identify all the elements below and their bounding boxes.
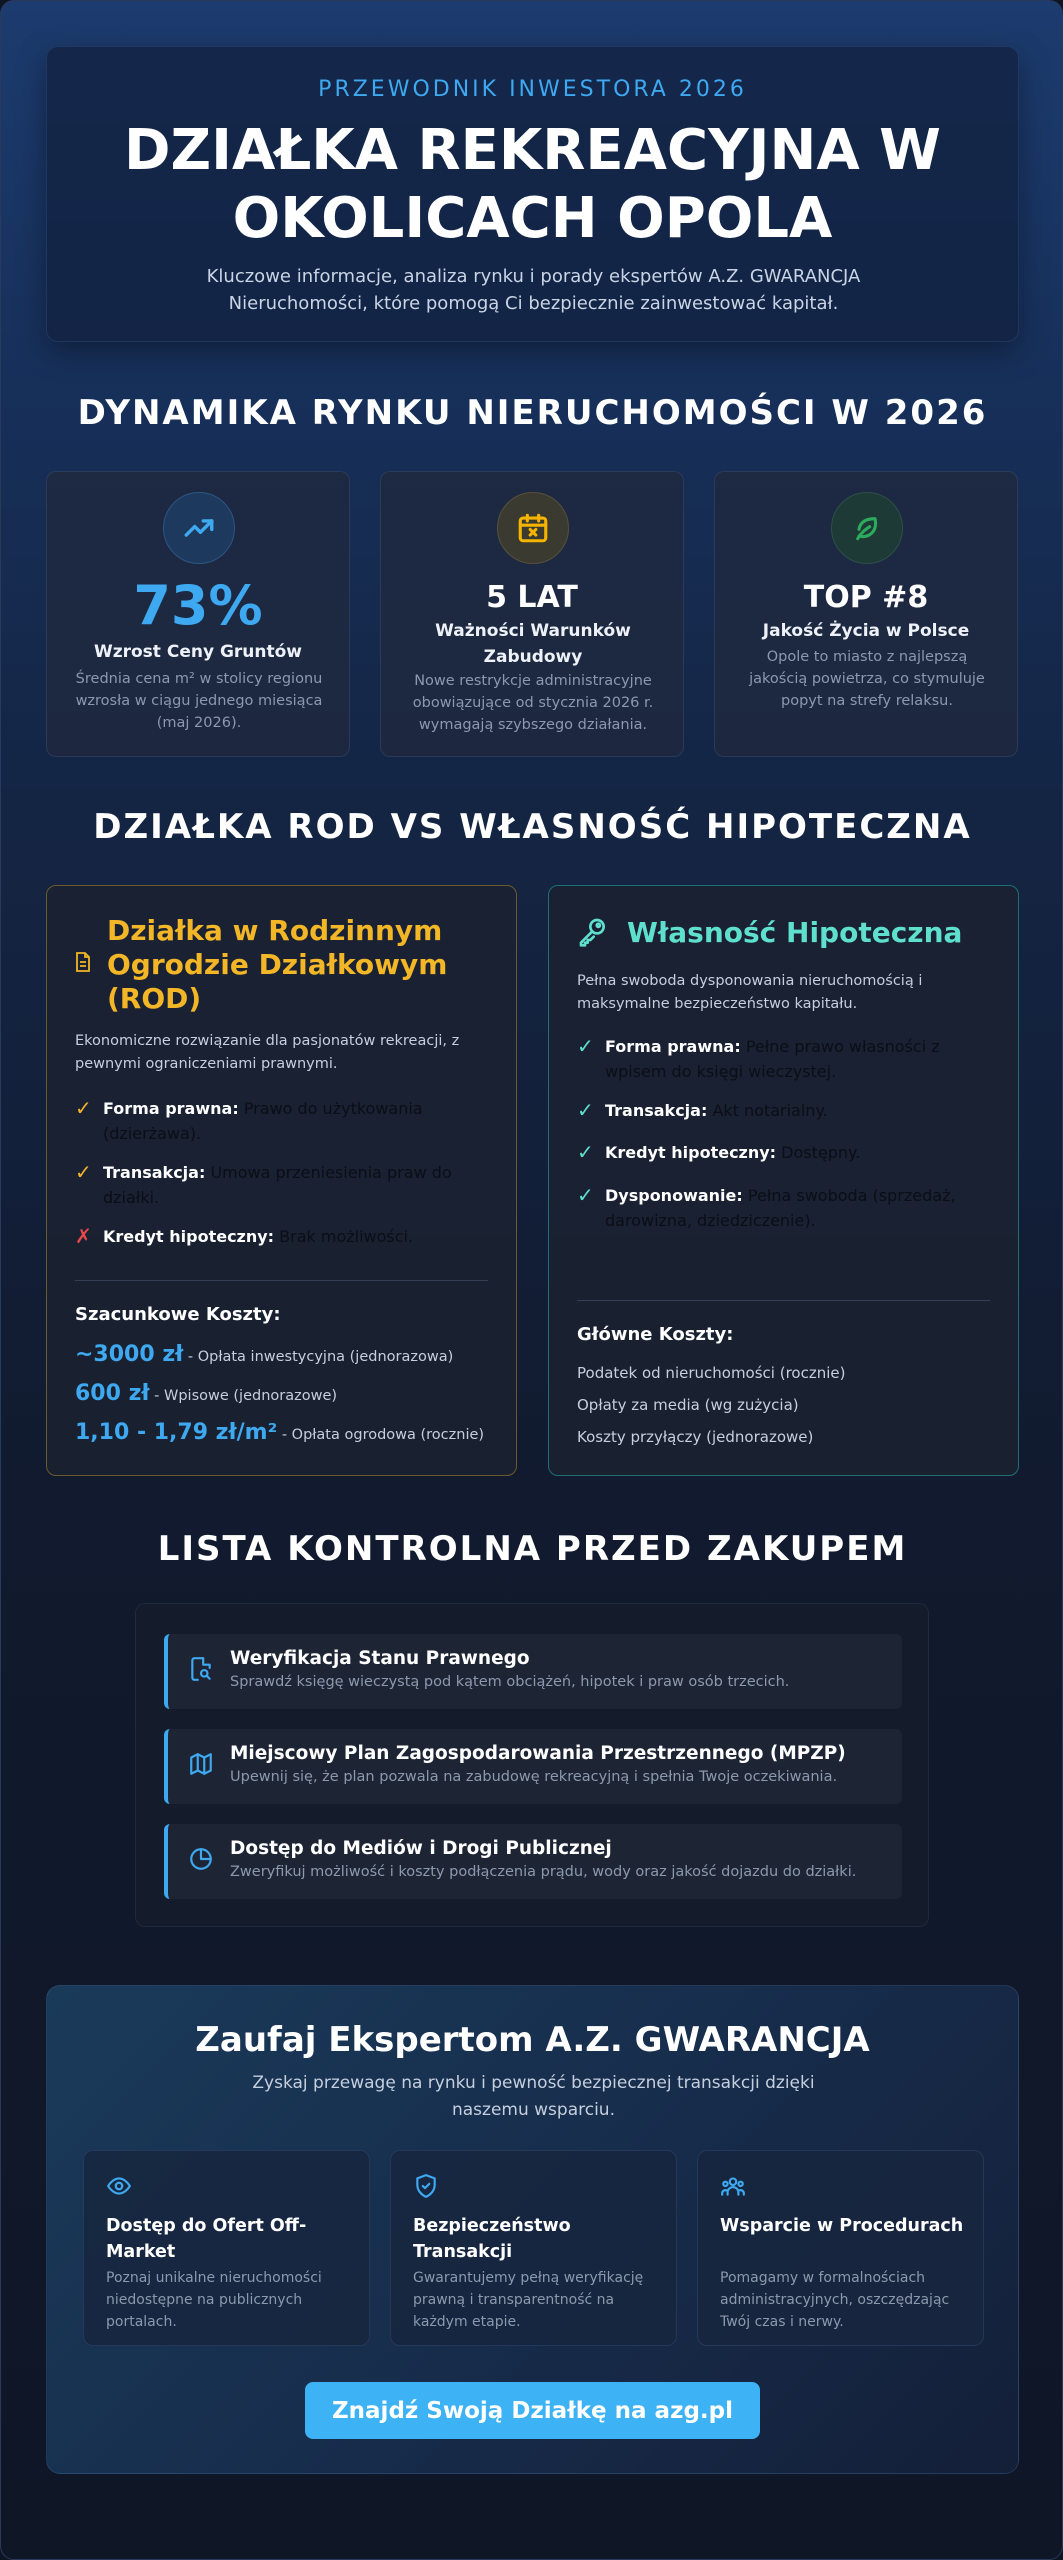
check-icon: ✓ — [577, 1183, 594, 1207]
hero-description: Kluczowe informacje, analiza rynku i porady ekspertów A.Z. GWARANCJA Nieruchomości, które pomogą Ci bezpiecznie zainwestować kapitał. — [206, 266, 861, 314]
item-key: Kredyt hipoteczny: — [605, 1143, 777, 1162]
checklist-item — [164, 1824, 902, 1899]
market-section-title: DYNAMIKA RYNKU NIERUCHOMOŚCI W 2026 — [77, 393, 988, 433]
mortgage-card — [548, 885, 1019, 1476]
feature-card-support — [697, 2150, 984, 2346]
item-value: Pełna swoboda (sprzedaż, darowizna, dziedziczenie). — [605, 1186, 956, 1230]
item-key: Transakcja: — [605, 1101, 708, 1120]
cost-value: 600 zł — [75, 1381, 150, 1406]
stat-label: Ważności Warunków Zabudowy — [435, 621, 631, 667]
stat-description: Nowe restrykcje administracyjne obowiązujące od stycznia 2026 r. wymagają szybszego działania. — [412, 673, 654, 733]
eye-icon — [106, 2173, 132, 2199]
item-key: Forma prawna: — [605, 1037, 741, 1056]
checklist-item-description: Upewnij się, że plan pozwala na zabudowę rekreacyjną i spełnia Twoje oczekiwania. — [230, 1769, 838, 1785]
cost-note: - Opłata inwestycyjna (jednorazowa) — [183, 1349, 454, 1365]
feature-title: Bezpieczeństwo Transakcji — [413, 2216, 571, 2262]
hero-kicker: PRZEWODNIK INWESTORA 2026 — [318, 77, 747, 102]
item-key: Dysponowanie: — [605, 1186, 743, 1205]
comparison-section-title: DZIAŁKA ROD VS WŁASNOŚĆ HIPOTECZNA — [93, 807, 972, 847]
trust-title: Zaufaj Ekspertom A.Z. GWARANCJA — [195, 2020, 870, 2060]
checklist-card — [135, 1603, 929, 1927]
check-icon: ✓ — [577, 1140, 594, 1164]
stat-card-quality-of-life — [714, 471, 1018, 757]
mortgage-description: Pełna swoboda dysponowania nieruchomością i maksymalne bezpieczeństwo kapitału. — [577, 973, 923, 1012]
checklist-item — [164, 1729, 902, 1804]
checklist-item-description: Sprawdź księgę wieczystą pod kątem obciążeń, hipotek i praw osób trzecich. — [230, 1674, 790, 1690]
trust-section — [46, 1985, 1019, 2474]
check-icon: ✓ — [75, 1096, 92, 1120]
stat-description: Średnia cena m² w stolicy regionu wzrosła w ciągu jednego miesiąca (maj 2026). — [75, 671, 323, 731]
stat-value: 73% — [133, 574, 263, 637]
hero-title — [47, 117, 1018, 253]
rod-title: Działka w Rodzinnym Ogrodzie Działkowym (ROD) — [107, 914, 448, 1015]
mortgage-title: Własność Hipoteczna — [627, 916, 963, 949]
item-key: Forma prawna: — [103, 1099, 239, 1118]
item-value: Brak możliwości. — [279, 1227, 414, 1246]
cost-value: 1,10 - 1,79 zł/m² — [75, 1420, 278, 1445]
divider — [577, 1300, 990, 1301]
rod-costs-title: Szacunkowe Koszty: — [75, 1304, 281, 1325]
feature-card-off-market — [83, 2150, 370, 2346]
item-key: Transakcja: — [103, 1163, 206, 1182]
item-value: Akt notarialny. — [712, 1101, 828, 1120]
feature-card-security — [390, 2150, 677, 2346]
checklist-section-title: LISTA KONTROLNA PRZED ZAKUPEM — [157, 1529, 908, 1569]
checklist-item-description: Zweryfikuj możliwość i koszty podłączenia prądu, wody oraz jakość dojazdu do działki. — [230, 1864, 857, 1880]
stat-value: TOP #8 — [803, 580, 929, 615]
feature-title: Wsparcie w Procedurach — [720, 2216, 964, 2236]
item-value: Prawo do użytkowania (dzierżawa). — [103, 1099, 423, 1143]
hero-title-text: DZIAŁKA REKREACYJNA W OKOLICACH OPOLA — [124, 118, 941, 251]
trending-up-icon — [163, 492, 235, 564]
stat-card-zoning-validity — [380, 471, 684, 757]
check-icon: ✓ — [75, 1160, 92, 1184]
find-plot-cta-button[interactable]: Znajdź Swoją Działkę na azg.pl — [305, 2382, 760, 2439]
mortgage-cost-line: Opłaty za media (wg zużycia) — [577, 1396, 799, 1414]
item-key: Kredyt hipoteczny: — [103, 1227, 275, 1246]
pie-chart-icon — [188, 1846, 214, 1872]
map-icon — [188, 1751, 214, 1777]
item-value: Dostępny. — [781, 1143, 861, 1162]
feature-title: Dostęp do Ofert Off-Market — [106, 2216, 307, 2262]
feature-description: Gwarantujemy pełną weryfikację prawną i transparentność na każdym etapie. — [413, 2270, 644, 2330]
users-icon — [720, 2173, 746, 2199]
cost-note: - Opłata ogrodowa (rocznie) — [277, 1427, 485, 1443]
checklist-item-title: Miejscowy Plan Zagospodarowania Przestrzennego (MPZP) — [230, 1743, 846, 1764]
cross-icon: ✗ — [75, 1224, 92, 1248]
item-value: Umowa przeniesienia praw do działki. — [103, 1163, 452, 1207]
rod-description: Ekonomiczne rozwiązanie dla pasjonatów rekreacji, z pewnymi ograniczeniami prawnymi. — [75, 1033, 460, 1072]
rod-cost-line — [75, 1342, 495, 1367]
hero-card — [46, 46, 1019, 342]
rod-cost-line — [75, 1420, 495, 1445]
checklist-item — [164, 1634, 902, 1709]
mortgage-costs-title: Główne Koszty: — [577, 1324, 734, 1345]
leaf-icon — [831, 492, 903, 564]
cost-note: - Wpisowe (jednorazowe) — [149, 1388, 338, 1404]
check-icon: ✓ — [577, 1034, 594, 1058]
shield-check-icon — [413, 2173, 439, 2199]
feature-description: Pomagamy w formalnościach administracyjnych, oszczędzając Twój czas i nerwy. — [720, 2270, 950, 2330]
rod-card — [46, 885, 517, 1476]
document-icon — [75, 952, 91, 976]
document-search-icon — [188, 1656, 214, 1682]
check-icon: ✓ — [577, 1098, 594, 1122]
stat-label: Wzrost Ceny Gruntów — [93, 642, 303, 662]
item-value: Pełne prawo własności z wpisem do księgi wieczystej. — [605, 1037, 940, 1081]
checklist-item-title: Dostęp do Mediów i Drogi Publicznej — [230, 1838, 612, 1859]
divider — [75, 1280, 488, 1281]
stat-label: Jakość Życia w Polsce — [762, 621, 970, 641]
stat-card-price-growth — [46, 471, 350, 757]
calendar-x-icon — [497, 492, 569, 564]
key-icon — [577, 916, 609, 952]
trust-subtitle: Zyskaj przewagę na rynku i pewność bezpiecznej transakcji dzięki naszemu wsparciu. — [252, 2073, 815, 2120]
stat-value: 5 LAT — [486, 580, 578, 615]
stat-description: Opole to miasto z najlepszą jakością powietrza, co stymuluje popyt na strefy relaksu. — [749, 649, 985, 709]
mortgage-cost-line: Koszty przyłączy (jednorazowe) — [577, 1428, 814, 1446]
checklist-item-title: Weryfikacja Stanu Prawnego — [230, 1648, 530, 1669]
feature-description: Poznaj unikalne nieruchomości niedostępne na publicznych portalach. — [106, 2270, 322, 2330]
mortgage-cost-line: Podatek od nieruchomości (rocznie) — [577, 1364, 846, 1382]
cost-value: ~3000 zł — [75, 1342, 184, 1367]
rod-cost-line — [75, 1381, 495, 1406]
